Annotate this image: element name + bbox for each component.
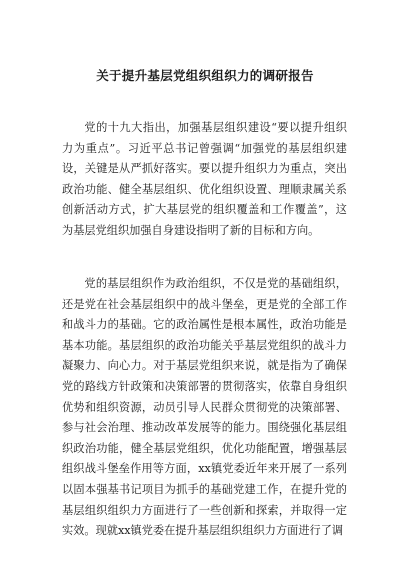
paragraph-2: 党的基层组织作为政治组织，不仅是党的基础组织，还是党在社会基层组织中的战斗堡垒，更是党的全部工作和战斗力的基础。它的政治属性是根本属性，政治功能是基本功能。基层组织的政治功能关乎基层党组织的战斗力凝聚力、向心力。对于基层党组织来说，就是指为了确保党的路线方针政策和决策部署的贯彻落实，依靠自身组织优势和组织资源，动员引导人民群众贯彻党的决策部署、参与社会治理、推动改革发展等的能力。围绕强化基层组织政治功能，健全基层党组织，优化功能配置，增强基层组织战斗堡垒作用等方面，xx镇党委近年来开展了一系列以固本强基书记项目为抓手的基础党建工作，在提升党的基层组织组织力方面进行了一些创新和探索，并取得一定实效。现就xx镇党委在提升基层组织组织力方面进行了调 <box>62 277 347 538</box>
document-title: 关于提升基层党组织组织力的调研报告 <box>96 68 314 83</box>
paragraph-1: 党的十九大指出，加强基层组织建设“要以提升组织力为重点”。习近平总书记曾强调“加强党的基层组织建设，关键是从严抓好落实。要以提升组织力为重点，突出政治功能、健全基层组织、优化组织设置、理顺隶属关系创新活动方式，扩大基层党的组织覆盖和工作覆盖”，这为基层党组织加强自身建设指明了新的目标和方向。 <box>62 121 347 237</box>
